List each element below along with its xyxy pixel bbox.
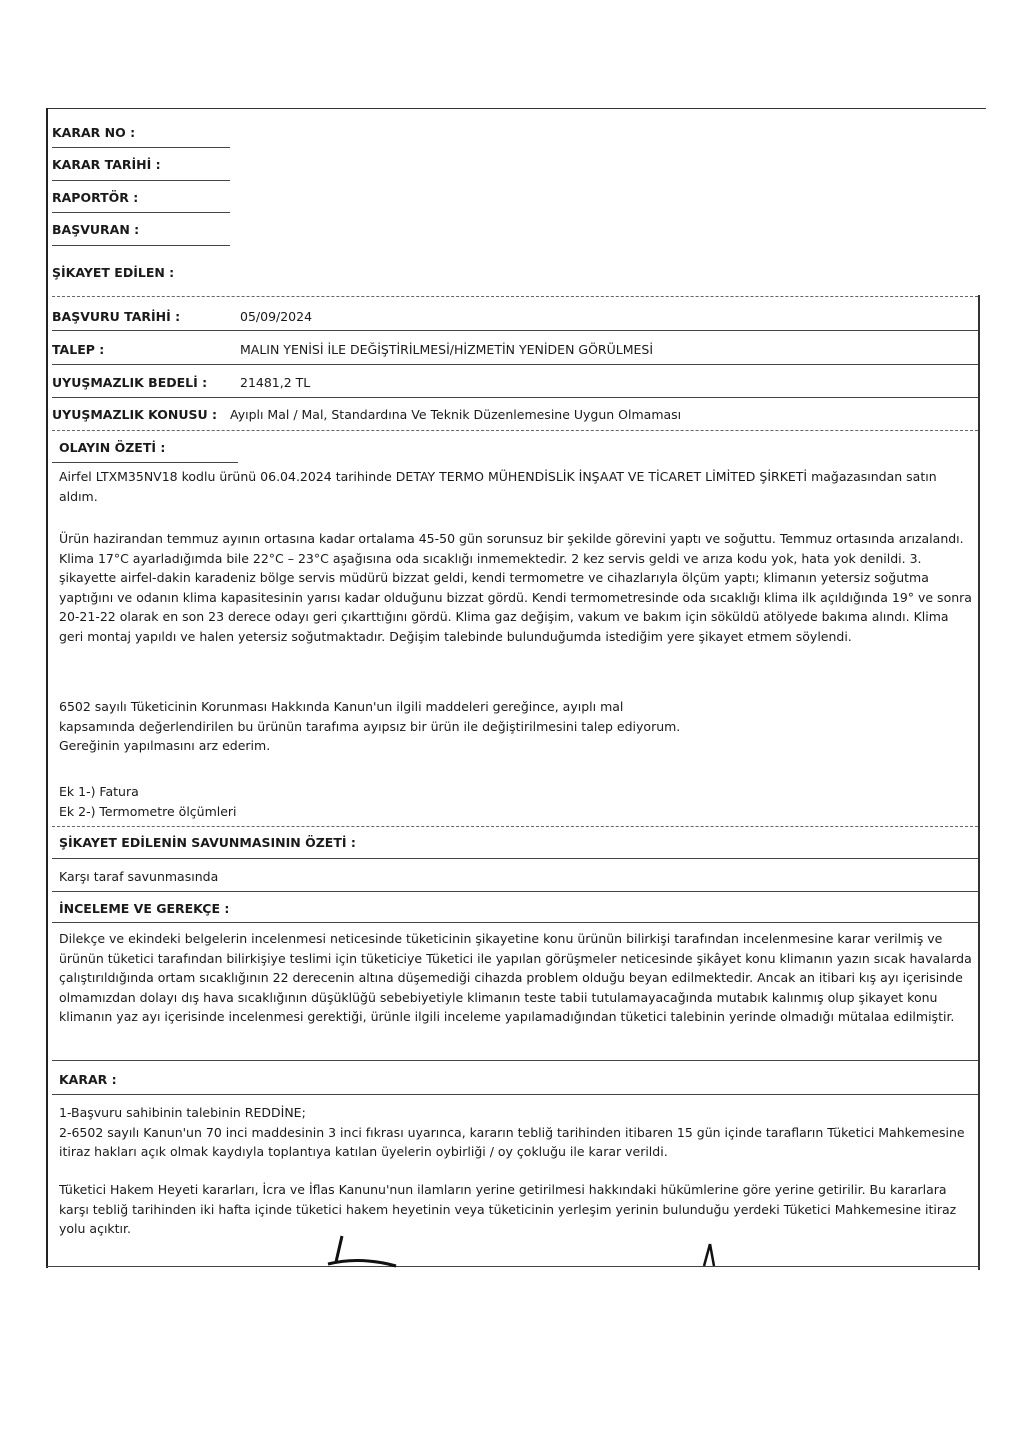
olay-p1: Airfel LTXM35NV18 kodlu ürünü 06.04.2024 tarihinde DETAY TERMO MÜHENDİSLİK İNŞAAT VE TİCARET LİMİTED ŞİRKETİ mağazasından satın aldım.	[59, 469, 937, 504]
bedel-label: UYUŞMAZLIK BEDELİ :	[52, 375, 208, 390]
talep-value: MALIN YENİSİ İLE DEĞİŞTİRİLMESİ/HİZMETİN YENİDEN GÖRÜLMESİ	[240, 342, 654, 357]
olay-p3a: 6502 sayılı Tüketicinin Korunması Hakkında Kanun'un ilgili maddeleri gereğince, ayıplı mal	[59, 699, 624, 714]
basvuru-tarihi-label: BAŞVURU TARİHİ :	[52, 309, 181, 324]
divider	[52, 296, 978, 297]
inceleme-heading: İNCELEME VE GEREKÇE :	[59, 901, 230, 916]
divider	[52, 891, 978, 892]
divider	[52, 858, 978, 859]
divider	[52, 330, 978, 331]
divider	[52, 180, 230, 181]
signature-mark	[320, 1232, 400, 1272]
divider	[52, 430, 978, 431]
divider	[52, 1094, 978, 1095]
olay-paragraph-1	[59, 467, 975, 506]
olay-paragraph-3	[59, 697, 975, 756]
divider	[52, 147, 230, 148]
divider	[52, 397, 978, 398]
savunma-text: Karşı taraf savunmasında	[59, 869, 219, 884]
sikayet-edilen-label: ŞİKAYET EDİLEN :	[52, 265, 175, 280]
bottom-border	[46, 1266, 980, 1267]
karar-heading: KARAR :	[59, 1072, 117, 1087]
divider	[52, 826, 978, 827]
divider	[52, 922, 978, 923]
inceleme-text: Dilekçe ve ekindeki belgelerin incelenmesi neticesinde tüketicinin şikayetine konu ürünün bilirkişi tarafından incelenmesine karar verilmiş ve ürünün tüketici tarafından bilirkişiye teslimi için tüketiciye Tüketici ile yapılan görüşmeler neticesinde şikâyet konu klimanın yazın sıcak havalarda çalıştırıldığında ortam sıcaklığının 22 derecenin altına düşemediği cihazda problem olduğu beyan edilmektedir. Ancak an itibari kış ayı içerisinde olmamızdan dolayı dış hava sıcaklığının düşüklüğü sebebiyetiyle klimanın teste tabii tutulamayacağında mutabık kalınmış olup şikayet konu klimanın yaz ayı içerisinde incelenmesi gerektiği, ürünle ilgili inceleme yapılamadığından tüketici talebinin yerinde olmadığı mütalaa edilmiştir.	[59, 931, 972, 1024]
bedel-value: 21481,2 TL	[240, 375, 311, 390]
ekler	[59, 782, 975, 821]
olay-heading: OLAYIN ÖZETİ :	[59, 440, 166, 455]
divider	[52, 364, 978, 365]
karar-items	[59, 1103, 975, 1162]
karar-paragraph: Tüketici Hakem Heyeti kararları, İcra ve İflas Kanunu'nun ilamların yerine getirilmesi hakkındaki hükümlerine göre yerine getirilir. Bu kararlara karşı tebliğ tarihinden iki hafta içinde tüketici hakem heyetinin veya tüketicinin yerleşim yerinin bulunduğu yerdeki Tüketici Mahkemesine itiraz yolu açıktır.	[59, 1182, 957, 1236]
olay-paragraph-2	[59, 529, 975, 646]
konu-label: UYUŞMAZLIK KONUSU :	[52, 407, 218, 422]
basvuru-tarihi-value: 05/09/2024	[240, 309, 313, 324]
divider	[52, 212, 230, 213]
konu-value: Ayıplı Mal / Mal, Standardına Ve Teknik Düzenlemesine Uygun Olmaması	[230, 407, 682, 422]
basvuran-label: BAŞVURAN :	[52, 222, 140, 237]
signature-mark	[696, 1240, 736, 1270]
olay-p3b: kapsamında değerlendirilen bu ürünün tarafıma ayıpsız bir ürün ile değiştirilmesini talep ediyorum.	[59, 718, 681, 734]
olay-p2: Ürün hazirandan temmuz ayının ortasına kadar ortalama 45-50 gün sorunsuz bir şekilde görevini yaptı ve soğuttu. Temmuz ortasında arızalandı. Klima 17°C ayarladığımda bile 22°C – 23°C aşağısına oda sıcaklığı inmemektedir. 2 kez servis geldi ve arıza kodu yok, hata yok denildi. 3. şikayette airfel-dakin karadeniz bölge servis müdürü bizzat geldi, kendi termometre ve cihazlarıyla ölçüm yaptı; klimanın yetersiz soğutma yaptığını ve odanın klima kapasitesinin yarısı kadar olduğunu bizzat gördü. Kendi termometresinde oda sıcaklığı klima ilk açıldığında 19° ve sonra 20-21-22 olarak en son 23 derece odayı geri çıkarttığını gördü. Klima gaz değişim, vakum ve bakım için söküldü atölyede bakıma alındı. Klima geri montaj yapıldı ve halen yetersiz soğutmaktadır. Değişim talebinde bulunduğumda istediğim yere şikayet etmem söylendi.	[59, 531, 972, 644]
karar-no-label: KARAR NO :	[52, 125, 136, 140]
karar-tarihi-label: KARAR TARİHİ :	[52, 157, 161, 172]
karar-line-2: 2-6502 sayılı Kanun'un 70 inci maddesinin 3 inci fıkrası uyarınca, kararın tebliğ tarihinden itibaren 15 gün içinde tarafların Tüketici Mahkemesine itiraz hakları açık olmak kaydıyla toplantıya katılan üyelerin oybirliği / oy çokluğu ile karar verildi.	[59, 1124, 965, 1159]
savunma-heading: ŞİKAYET EDİLENİN SAVUNMASININ ÖZETİ :	[59, 835, 356, 850]
talep-label: TALEP :	[52, 342, 105, 357]
divider	[52, 245, 230, 246]
divider	[52, 1060, 978, 1061]
ek-2: Ek 2-) Termometre ölçümleri	[59, 803, 237, 819]
olay-p3c: Gereğinin yapılmasını arz ederim.	[59, 738, 271, 753]
divider	[52, 462, 238, 463]
raportor-label: RAPORTÖR :	[52, 190, 139, 205]
ek-1: Ek 1-) Fatura	[59, 784, 139, 799]
karar-line-1: 1-Başvuru sahibinin talebinin REDDİNE;	[59, 1105, 306, 1120]
right-border	[978, 295, 980, 1270]
